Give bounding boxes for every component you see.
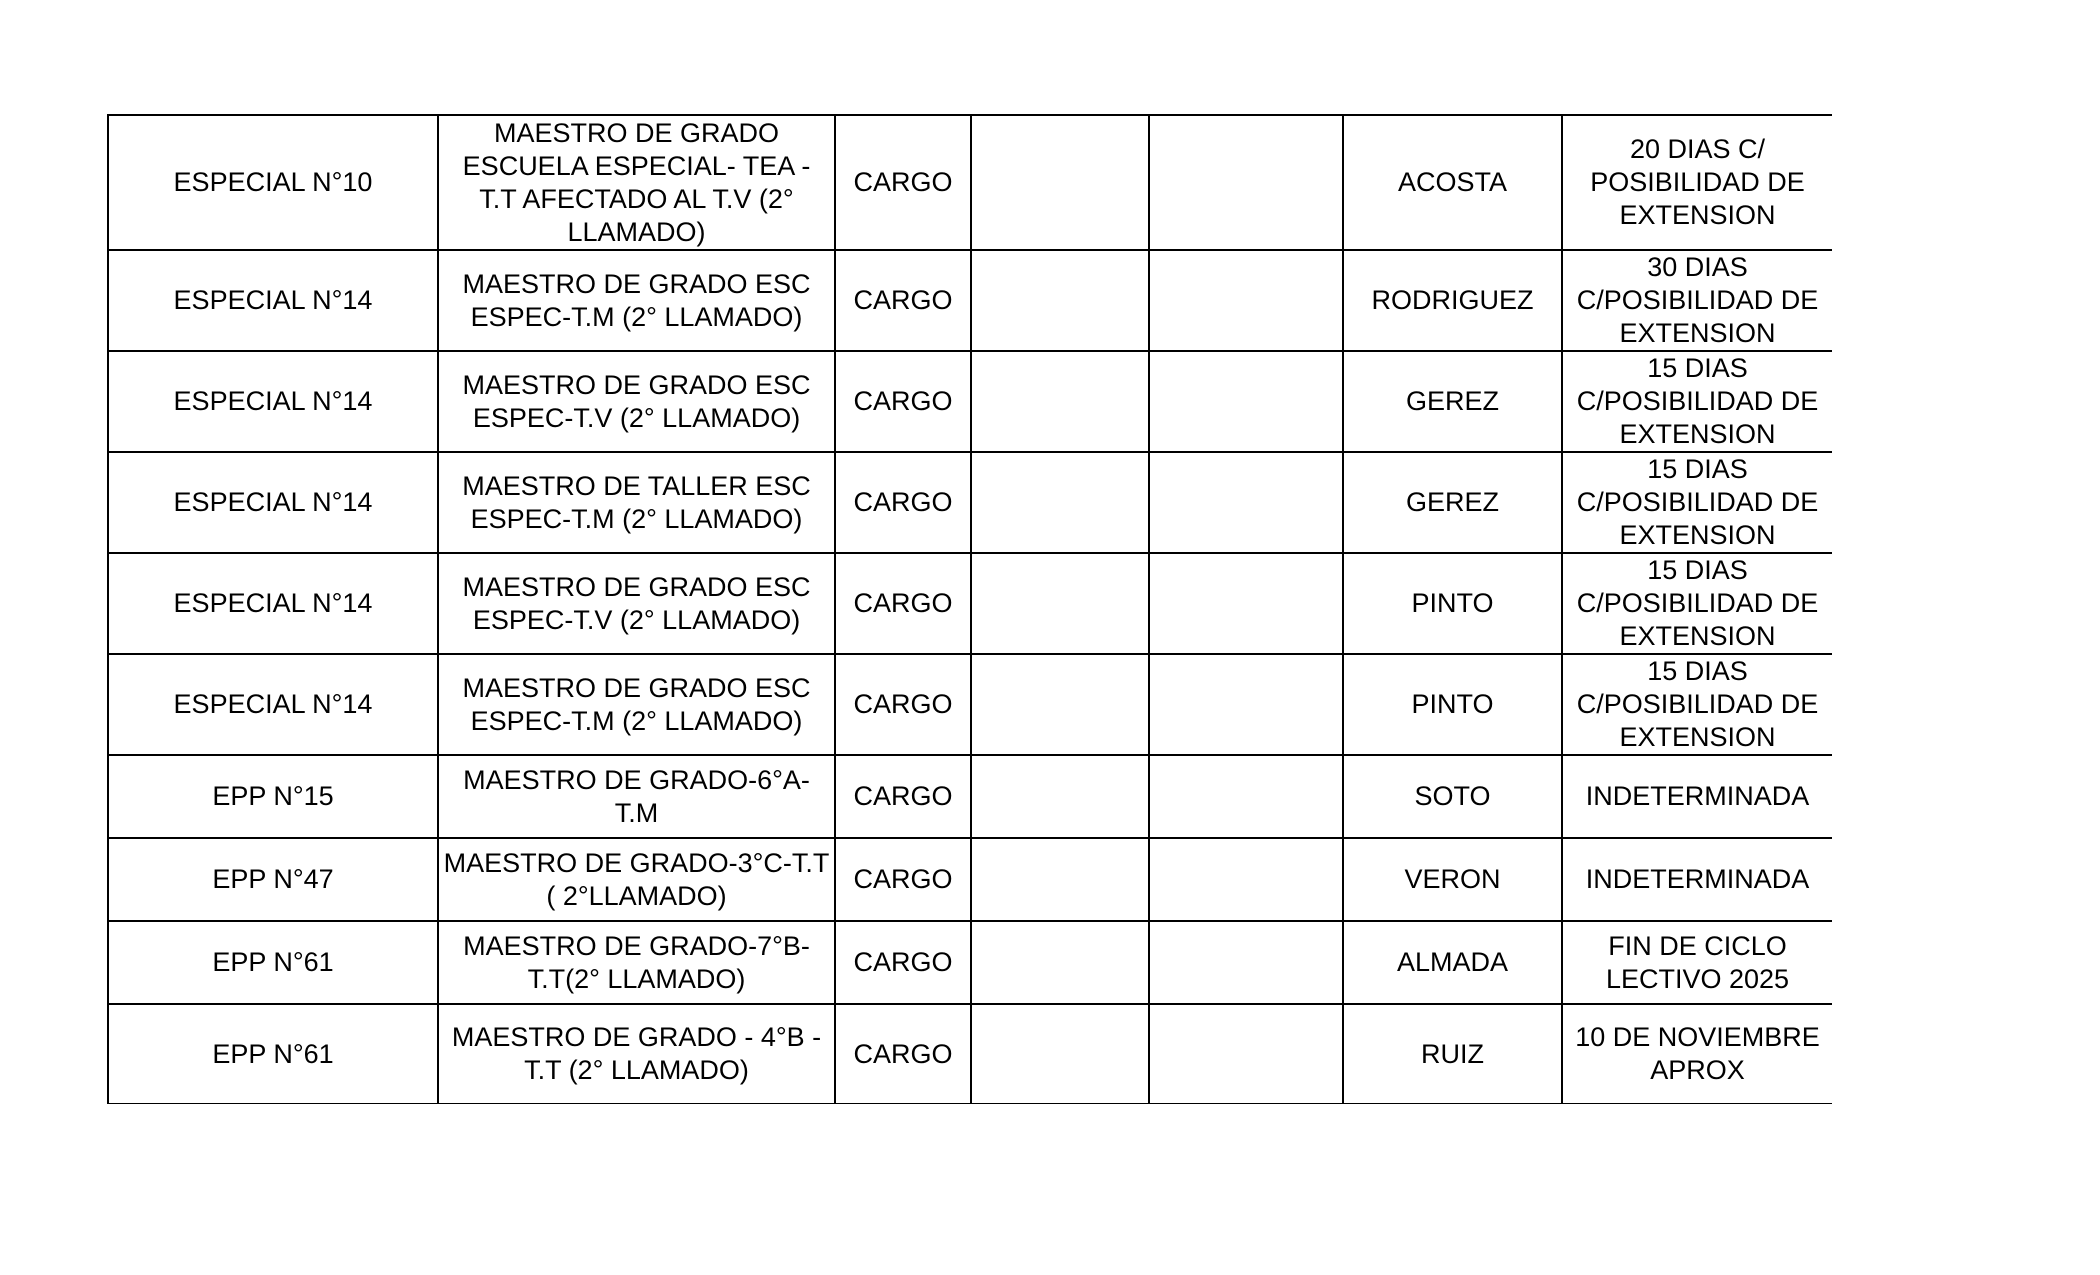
school-cell: ESPECIAL N°14 — [108, 351, 438, 452]
position-cell: MAESTRO DE GRADO-7°B-T.T(2° LLAMADO) — [438, 921, 835, 1004]
teacher-cell: SOTO — [1343, 755, 1562, 838]
table-row — [108, 1004, 1832, 1104]
position-cell: MAESTRO DE GRADO ESC ESPEC-T.V (2° LLAMADO) — [438, 351, 835, 452]
school-cell: ESPECIAL N°10 — [108, 115, 438, 250]
empty-cell — [1149, 654, 1343, 755]
empty-cell — [1149, 553, 1343, 654]
empty-cell — [971, 1004, 1149, 1104]
vacancy-table — [107, 114, 1832, 1104]
duration-cell: 10 DE NOVIEMBRE APROX — [1562, 1004, 1832, 1104]
table-row — [108, 654, 1832, 755]
empty-cell — [971, 115, 1149, 250]
duration-cell: INDETERMINADA — [1562, 838, 1832, 921]
teacher-cell: PINTO — [1343, 654, 1562, 755]
school-cell: EPP N°61 — [108, 1004, 438, 1104]
teacher-cell: RUIZ — [1343, 1004, 1562, 1104]
empty-cell — [1149, 755, 1343, 838]
empty-cell — [1149, 115, 1343, 250]
table-row — [108, 755, 1832, 838]
teacher-cell: GEREZ — [1343, 351, 1562, 452]
duration-cell: INDETERMINADA — [1562, 755, 1832, 838]
table-row — [108, 115, 1832, 250]
teacher-cell: PINTO — [1343, 553, 1562, 654]
empty-cell — [971, 553, 1149, 654]
school-cell: ESPECIAL N°14 — [108, 654, 438, 755]
school-cell: ESPECIAL N°14 — [108, 452, 438, 553]
teacher-cell: ACOSTA — [1343, 115, 1562, 250]
table-row — [108, 921, 1832, 1004]
empty-cell — [1149, 452, 1343, 553]
duration-cell: 30 DIAS C/POSIBILIDAD DE EXTENSION — [1562, 250, 1832, 351]
empty-cell — [971, 838, 1149, 921]
duration-cell: 15 DIAS C/POSIBILIDAD DE EXTENSION — [1562, 553, 1832, 654]
school-cell: EPP N°61 — [108, 921, 438, 1004]
empty-cell — [1149, 921, 1343, 1004]
type-cell: CARGO — [835, 452, 971, 553]
duration-cell: 20 DIAS C/ POSIBILIDAD DE EXTENSION — [1562, 115, 1832, 250]
duration-cell: 15 DIAS C/POSIBILIDAD DE EXTENSION — [1562, 452, 1832, 553]
type-cell: CARGO — [835, 553, 971, 654]
duration-cell: FIN DE CICLO LECTIVO 2025 — [1562, 921, 1832, 1004]
type-cell: CARGO — [835, 654, 971, 755]
vacancy-table-sheet — [107, 114, 1832, 1104]
empty-cell — [1149, 838, 1343, 921]
position-cell: MAESTRO DE GRADO - 4°B - T.T (2° LLAMADO) — [438, 1004, 835, 1104]
type-cell: CARGO — [835, 838, 971, 921]
type-cell: CARGO — [835, 351, 971, 452]
table-row — [108, 250, 1832, 351]
table-row — [108, 838, 1832, 921]
type-cell: CARGO — [835, 1004, 971, 1104]
table-row — [108, 351, 1832, 452]
empty-cell — [1149, 1004, 1343, 1104]
type-cell: CARGO — [835, 921, 971, 1004]
teacher-cell: VERON — [1343, 838, 1562, 921]
type-cell: CARGO — [835, 115, 971, 250]
type-cell: CARGO — [835, 250, 971, 351]
school-cell: EPP N°15 — [108, 755, 438, 838]
school-cell: ESPECIAL N°14 — [108, 553, 438, 654]
teacher-cell: RODRIGUEZ — [1343, 250, 1562, 351]
empty-cell — [1149, 351, 1343, 452]
empty-cell — [971, 755, 1149, 838]
type-cell: CARGO — [835, 755, 971, 838]
position-cell: MAESTRO DE TALLER ESC ESPEC-T.M (2° LLAMADO) — [438, 452, 835, 553]
empty-cell — [971, 351, 1149, 452]
position-cell: MAESTRO DE GRADO ESC ESPEC-T.M (2° LLAMADO) — [438, 654, 835, 755]
position-cell: MAESTRO DE GRADO ESC ESPEC-T.M (2° LLAMADO) — [438, 250, 835, 351]
position-cell: MAESTRO DE GRADO-3°C-T.T ( 2°LLAMADO) — [438, 838, 835, 921]
school-cell: EPP N°47 — [108, 838, 438, 921]
empty-cell — [971, 654, 1149, 755]
position-cell: MAESTRO DE GRADO ESC ESPEC-T.V (2° LLAMADO) — [438, 553, 835, 654]
teacher-cell: GEREZ — [1343, 452, 1562, 553]
duration-cell: 15 DIAS C/POSIBILIDAD DE EXTENSION — [1562, 351, 1832, 452]
table-row — [108, 553, 1832, 654]
position-cell: MAESTRO DE GRADO ESCUELA ESPECIAL- TEA - T.T AFECTADO AL T.V (2° LLAMADO) — [438, 115, 835, 250]
table-row — [108, 452, 1832, 553]
empty-cell — [1149, 250, 1343, 351]
position-cell: MAESTRO DE GRADO-6°A-T.M — [438, 755, 835, 838]
empty-cell — [971, 452, 1149, 553]
empty-cell — [971, 921, 1149, 1004]
empty-cell — [971, 250, 1149, 351]
duration-cell: 15 DIAS C/POSIBILIDAD DE EXTENSION — [1562, 654, 1832, 755]
school-cell: ESPECIAL N°14 — [108, 250, 438, 351]
teacher-cell: ALMADA — [1343, 921, 1562, 1004]
